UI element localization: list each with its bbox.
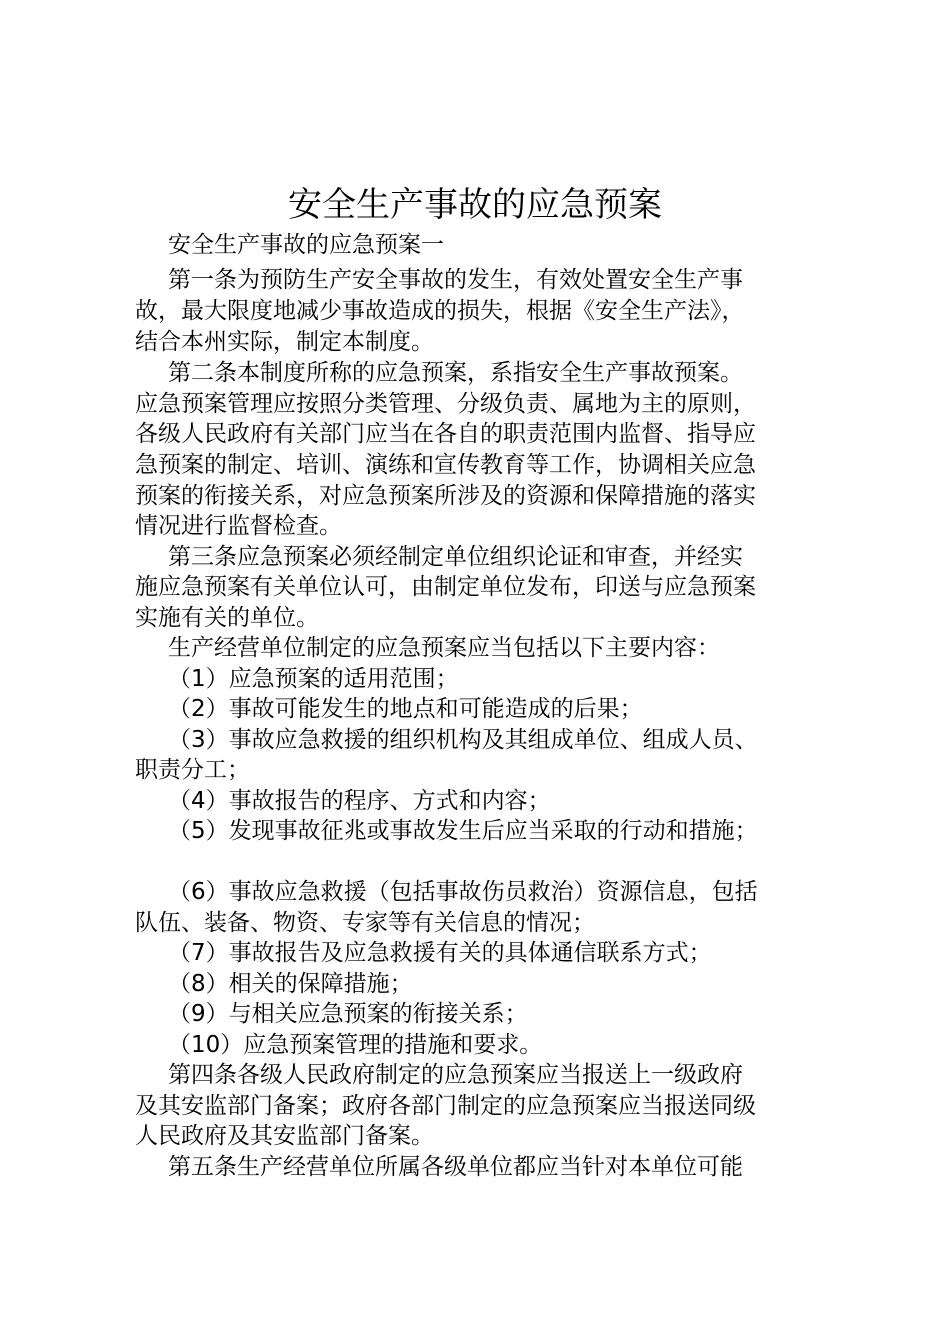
paragraph-line: 第五条生产经营单位所属各级单位都应当针对本单位可能	[168, 1154, 743, 1180]
paragraph-line: 生产经营单位制定的应急预案应当包括以下主要内容：	[168, 635, 720, 661]
paragraph-line: 第三条应急预案必须经制定单位组织论证和审查，并经实	[168, 544, 743, 570]
list-item: （5）发现事故征兆或事故发生后应当采取的行动和措施；	[168, 818, 758, 844]
list-item: （8）相关的保障措施；	[168, 971, 413, 997]
paragraph-line: 故，最大限度地减少事故造成的损失，根据《安全生产法》，	[135, 298, 745, 324]
paragraph-line: 安全生产事故的应急预案一	[168, 232, 444, 258]
paragraph-line: 第二条本制度所称的应急预案，系指安全生产事故预案。	[168, 360, 743, 386]
paragraph-line: 第四条各级人民政府制定的应急预案应当报送上一级政府	[168, 1062, 743, 1088]
list-item-continuation: 职责分工；	[135, 757, 250, 783]
paragraph-line: 施应急预案有关单位认可，由制定单位发布，印送与应急预案	[135, 574, 756, 600]
list-item: （4）事故报告的程序、方式和内容；	[168, 788, 551, 814]
list-item: （9）与相关应急预案的衔接关系；	[168, 1001, 528, 1027]
paragraph-line: 情况进行监督检查。	[135, 513, 342, 539]
list-item: （6）事故应急救援（包括事故伤员救治）资源信息，包括	[168, 879, 758, 905]
list-item: （3）事故应急救援的组织机构及其组成单位、组成人员、	[168, 727, 758, 753]
paragraph-line: 预案的衔接关系，对应急预案所涉及的资源和保障措施的落实	[135, 483, 756, 509]
list-item: （2）事故可能发生的地点和可能造成的后果；	[168, 696, 643, 722]
paragraph-line: 各级人民政府有关部门应当在各自的职责范围内监督、指导应	[135, 421, 756, 447]
list-item: （7）事故报告及应急救援有关的具体通信联系方式；	[168, 940, 712, 966]
paragraph-line: 结合本州实际，制定本制度。	[135, 329, 434, 355]
paragraph-line: 第一条为预防生产安全事故的发生，有效处置安全生产事	[168, 267, 743, 293]
paragraph-line: 应急预案管理应按照分类管理、分级负责、属地为主的原则，	[135, 391, 756, 417]
paragraph-line: 急预案的制定、培训、演练和宣传教育等工作，协调相关应急	[135, 452, 756, 478]
paragraph-line: 人民政府及其安监部门备案。	[135, 1123, 434, 1149]
list-item-continuation: 队伍、装备、物资、专家等有关信息的情况；	[135, 910, 595, 936]
page-title: 安全生产事故的应急预案	[288, 185, 662, 225]
paragraph-line: 及其安监部门备案；政府各部门制定的应急预案应当报送同级	[135, 1093, 756, 1119]
list-item: （10）应急预案管理的措施和要求。	[168, 1032, 543, 1058]
list-item: （1）应急预案的适用范围；	[168, 666, 459, 692]
paragraph-line: 实施有关的单位。	[135, 605, 319, 631]
